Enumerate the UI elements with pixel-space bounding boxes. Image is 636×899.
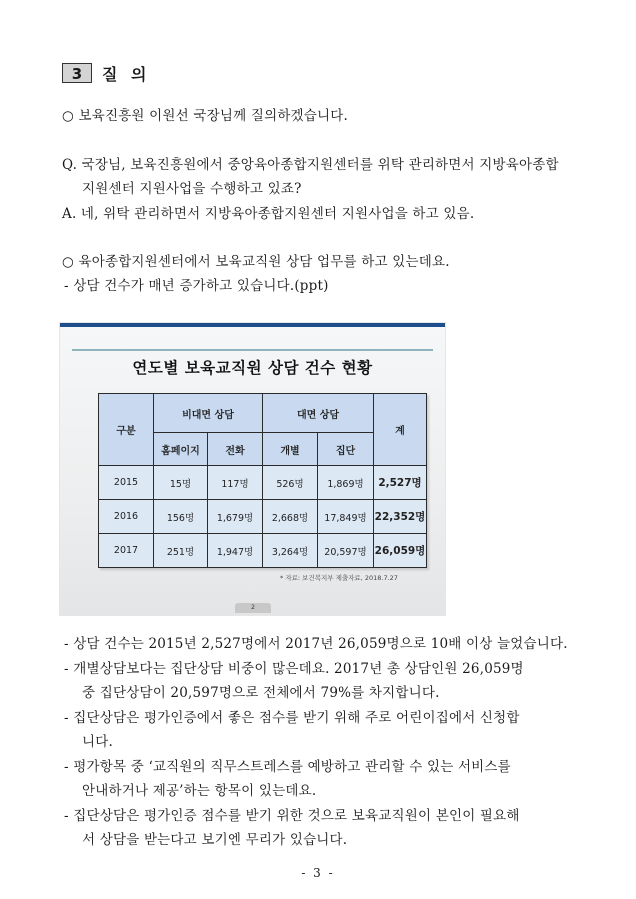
cell-year: 2017 (99, 534, 154, 568)
counseling-stats-table (98, 393, 427, 568)
intro-paragraph: ○ 보육진흥원 이원선 국장님께 질의하겠습니다. (62, 108, 349, 124)
bullet-4-line-1: - 평가항목 중 ‘교직원의 직무스트레스를 예방하고 관리할 수 있는 서비스를 (64, 759, 511, 775)
cell-year: 2015 (99, 466, 154, 500)
table-row (99, 466, 427, 500)
answer-line: A. 네, 위탁 관리하면서 지방육아종합지원센터 지원사업을 하고 있음. (62, 206, 475, 222)
header-nonface: 비대면 상담 (154, 394, 263, 433)
page-number: - 3 - (301, 866, 335, 880)
table-row (99, 534, 427, 568)
cell-group: 17,849명 (318, 500, 374, 534)
bullet-4-line-2: 안내하거나 제공’하는 항목이 있는데요. (82, 783, 317, 799)
subheader-individual: 개별 (263, 433, 318, 466)
cell-homepage: 156명 (154, 500, 208, 534)
question-line-1: Q. 국장님, 보육진흥원에서 중앙육아종합지원센터를 위탁 관리하면서 지방육아종합 (62, 157, 559, 173)
bullet-1: - 상담 건수는 2015년 2,527명에서 2017년 26,059명으로 10배 이상 늘었습니다. (64, 636, 568, 652)
cell-individual: 526명 (263, 466, 318, 500)
slide-source-note: * 자료: 보건복지부 제출자료, 2018.7.27 (280, 574, 398, 582)
subheader-homepage: 홈페이지 (154, 433, 208, 466)
cell-total: 22,352명 (374, 500, 427, 534)
slide-divider (72, 349, 433, 351)
cell-total: 2,527명 (374, 466, 427, 500)
section-heading (62, 62, 150, 84)
slide-title: 연도별 보육교직원 상담 건수 현황 (132, 359, 373, 377)
cell-phone: 1,947명 (208, 534, 263, 568)
cell-individual: 2,668명 (263, 500, 318, 534)
bullet-5-line-2: 서 상담을 받는다고 보기엔 무리가 있습니다. (82, 832, 348, 848)
ppt-slide-image (60, 323, 445, 615)
cell-individual: 3,264명 (263, 534, 318, 568)
paragraph-2-line-2: - 상담 건수가 매년 증가하고 있습니다.(ppt) (64, 278, 329, 294)
cell-homepage: 251명 (154, 534, 208, 568)
slide-top-bar (60, 323, 445, 327)
cell-group: 1,869명 (318, 466, 374, 500)
cell-group: 20,597명 (318, 534, 374, 568)
bullet-3-line-2: 니다. (82, 734, 113, 750)
bullet-2-line-2: 중 집단상담이 20,597명으로 전체에서 79%를 차지합니다. (82, 685, 440, 701)
cell-homepage: 15명 (154, 466, 208, 500)
cell-phone: 1,679명 (208, 500, 263, 534)
bullet-5-line-1: - 집단상담은 평가인증 점수를 받기 위한 것으로 보육교직원이 본인이 필요해 (64, 808, 520, 824)
cell-year: 2016 (99, 500, 154, 534)
slide-page-tab: 2 (235, 603, 271, 613)
section-title: 질 의 (102, 64, 151, 84)
table-row (99, 500, 427, 534)
header-face: 대면 상담 (263, 394, 374, 433)
paragraph-2-line-1: ○ 육아종합지원센터에서 보육교직원 상담 업무를 하고 있는데요. (62, 254, 450, 270)
header-gubun: 구분 (99, 394, 154, 466)
cell-total: 26,059명 (374, 534, 427, 568)
bullet-2-line-1: - 개별상담보다는 집단상담 비중이 많은데요. 2017년 총 상담인원 26,059명 (64, 661, 524, 677)
bullet-3-line-1: - 집단상담은 평가인증에서 좋은 점수를 받기 위해 주로 어린이집에서 신청합 (64, 710, 520, 726)
cell-phone: 117명 (208, 466, 263, 500)
subheader-group: 집단 (318, 433, 374, 466)
question-line-2: 지원센터 지원사업을 수행하고 있죠? (82, 181, 302, 197)
header-total: 계 (374, 394, 427, 466)
section-number-badge: 3 (62, 63, 92, 83)
subheader-phone: 전화 (208, 433, 263, 466)
